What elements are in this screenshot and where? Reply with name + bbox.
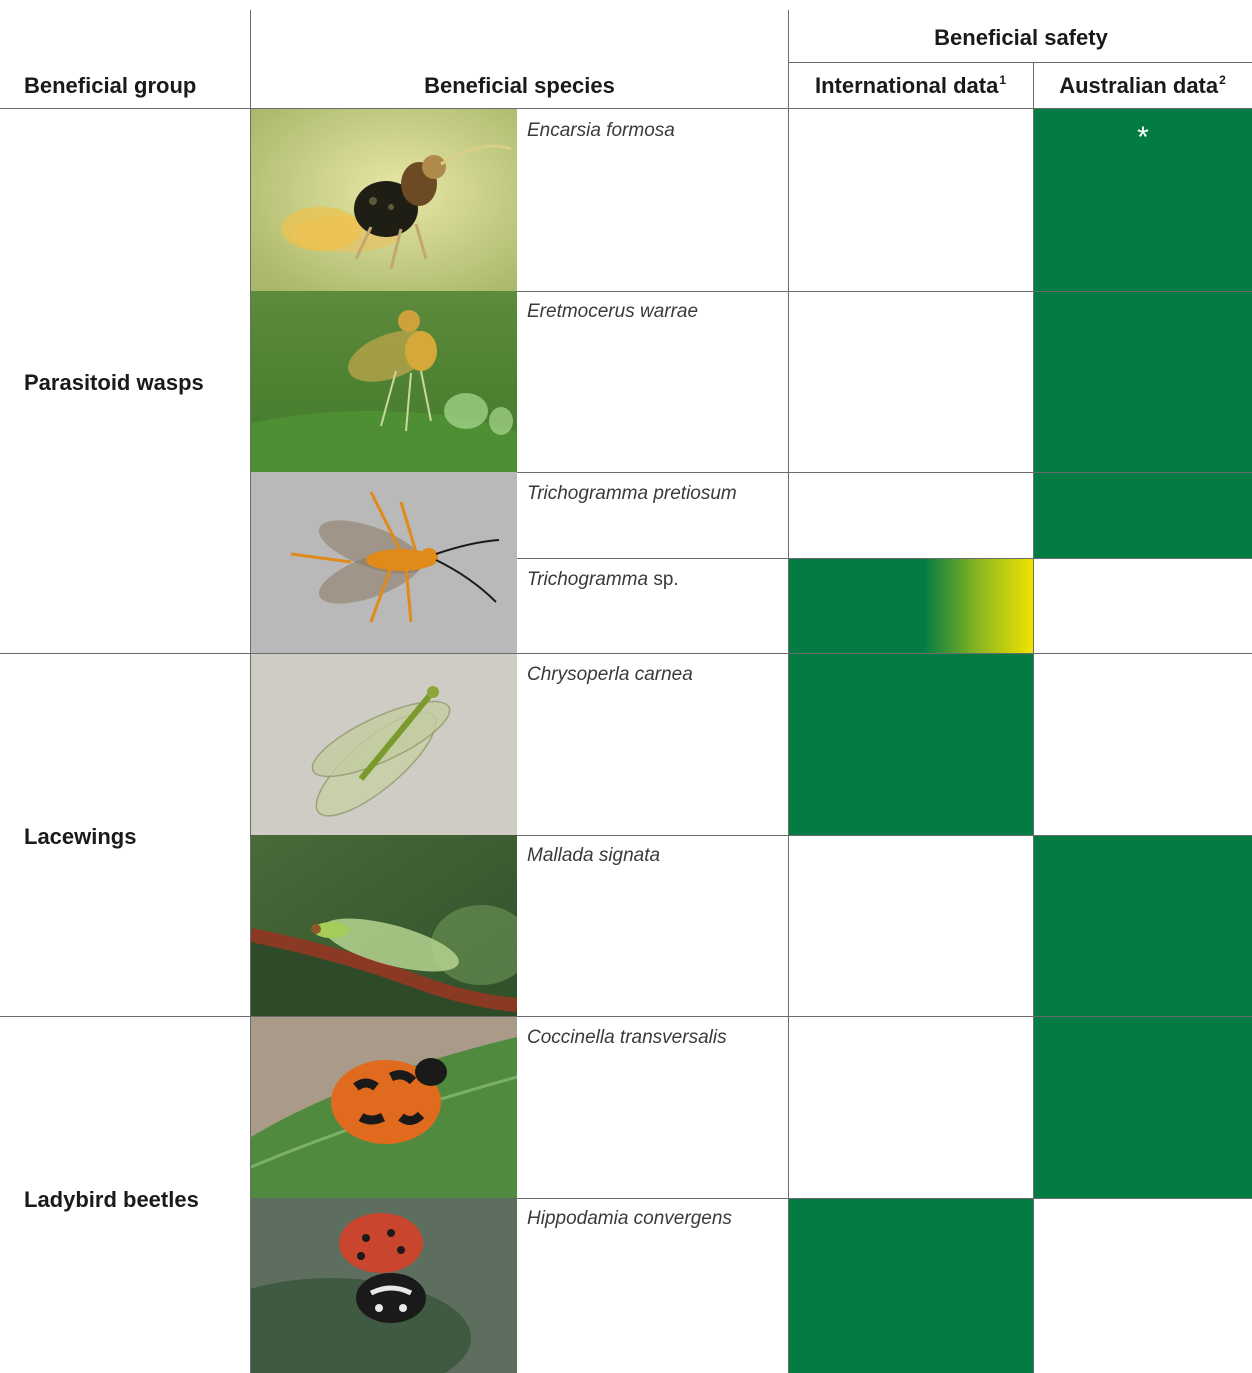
footnote-ref-1: 1 — [999, 73, 1007, 87]
group-rule — [0, 653, 1252, 654]
eretmocerus-photo — [251, 291, 517, 472]
group-lacewings: Lacewings — [24, 824, 137, 849]
species-genus: Trichogramma — [527, 569, 649, 590]
international-safety-cell-trichogramma-sp — [789, 558, 1034, 653]
footnote-ref-2: 2 — [1219, 73, 1226, 87]
header-international-data — [788, 73, 1033, 99]
chrysoperla-photo — [251, 654, 517, 835]
species-name-trichogramma-sp — [527, 569, 679, 591]
row-rule — [517, 472, 1252, 473]
encarsia-photo — [251, 109, 517, 291]
rule-col-international — [1033, 62, 1034, 1373]
species-name: Coccinella transversalis — [527, 1027, 727, 1048]
row-rule — [517, 558, 1252, 559]
species-name: Chrysoperla carnea — [527, 664, 693, 685]
international-safety-cell-chrysoperla — [789, 654, 1034, 835]
coccinella-photo — [251, 1017, 517, 1198]
species-name: Eretmocerus warrae — [527, 301, 699, 322]
trichogramma-photo — [251, 472, 517, 653]
australian-safety-cell-encarsia — [1034, 109, 1252, 291]
species-name: Encarsia formosa — [527, 120, 675, 141]
header-beneficial-safety-label: Beneficial safety — [934, 25, 1108, 50]
species-name: Trichogramma pretiosum — [527, 483, 737, 504]
row-rule — [517, 291, 1252, 292]
row-rule — [517, 1198, 1252, 1199]
species-name: Hippodamia convergens — [527, 1208, 732, 1229]
species-name: Mallada signata — [527, 845, 661, 866]
header-beneficial-species — [251, 73, 788, 99]
species-suffix: sp. — [648, 569, 679, 590]
header-beneficial-species-label: Beneficial species — [424, 73, 615, 98]
group-parasitoid-wasps: Parasitoid wasps — [24, 370, 204, 395]
australian-safety-cell-eretmocerus — [1034, 291, 1252, 472]
row-rule — [517, 835, 1252, 836]
header-international-data-label: International data — [814, 73, 999, 98]
asterisk-mark: * — [1137, 121, 1149, 154]
australian-safety-cell-mallada — [1034, 835, 1252, 1016]
header-australian-data-label: Australian data — [1059, 73, 1219, 98]
header-australian-data — [1033, 73, 1252, 99]
australian-safety-cell-trichogramma-pretiosum — [1034, 472, 1252, 558]
international-safety-cell-hippodamia — [789, 1198, 1034, 1373]
header-beneficial-safety — [790, 25, 1252, 51]
header-beneficial-group-label: Beneficial group — [24, 73, 197, 98]
mallada-photo — [251, 835, 517, 1016]
group-ladybird-beetles: Ladybird beetles — [24, 1187, 199, 1212]
header-safety-underline — [788, 62, 1252, 63]
hippodamia-photo — [251, 1198, 517, 1373]
header-beneficial-group — [24, 73, 196, 99]
australian-safety-cell-coccinella — [1034, 1017, 1252, 1198]
rule-col-species — [788, 10, 789, 1373]
group-rule — [0, 1016, 1252, 1017]
